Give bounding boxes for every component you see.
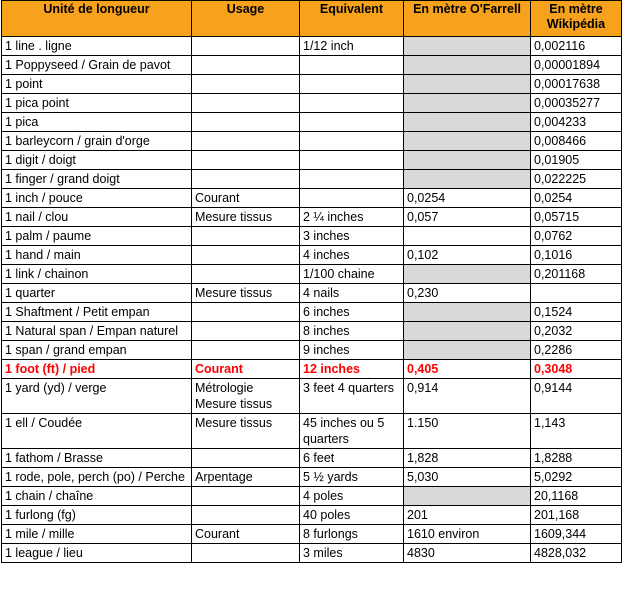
cell-usage: [192, 37, 300, 56]
table-row: [2, 544, 622, 563]
cell-wikipedia: 0,9144: [531, 379, 622, 414]
cell-equivalent: 4 poles: [300, 487, 404, 506]
cell-usage: [192, 544, 300, 563]
cell-wikipedia: 0,002116: [531, 37, 622, 56]
cell-equivalent: 4 nails: [300, 284, 404, 303]
table-row: [2, 506, 622, 525]
cell-wikipedia: 1609,344: [531, 525, 622, 544]
cell-equivalent: 3 feet 4 quarters: [300, 379, 404, 414]
cell-usage: Courant: [192, 525, 300, 544]
cell-unit: 1 nail / clou: [2, 208, 192, 227]
cell-unit: 1 chain / chaîne: [2, 487, 192, 506]
cell-equivalent: [300, 132, 404, 151]
cell-usage: [192, 341, 300, 360]
cell-wikipedia: 0,00001894: [531, 56, 622, 75]
cell-wikipedia: 20,1168: [531, 487, 622, 506]
cell-unit: 1 pica point: [2, 94, 192, 113]
table-row: [2, 449, 622, 468]
table-row: [2, 170, 622, 189]
cell-unit: 1 point: [2, 75, 192, 94]
cell-wikipedia: 0,0762: [531, 227, 622, 246]
cell-equivalent: 12 inches: [300, 360, 404, 379]
cell-equivalent: [300, 94, 404, 113]
table-row: [2, 227, 622, 246]
cell-usage: Mesure tissus: [192, 208, 300, 227]
cell-unit: 1 Poppyseed / Grain de pavot: [2, 56, 192, 75]
cell-unit: 1 mile / mille: [2, 525, 192, 544]
cell-unit: 1 hand / main: [2, 246, 192, 265]
cell-equivalent: [300, 170, 404, 189]
header-row: [2, 1, 622, 37]
cell-wikipedia: 0,01905: [531, 151, 622, 170]
cell-unit: 1 pica: [2, 113, 192, 132]
cell-equivalent: 40 poles: [300, 506, 404, 525]
cell-wikipedia: 1,8288: [531, 449, 622, 468]
cell-usage: [192, 170, 300, 189]
cell-ofarrell: [404, 170, 531, 189]
cell-ofarrell: [404, 113, 531, 132]
table-row: [2, 414, 622, 449]
cell-ofarrell: [404, 487, 531, 506]
cell-usage: Métrologie Mesure tissus: [192, 379, 300, 414]
table-row: [2, 468, 622, 487]
table-row: [2, 303, 622, 322]
cell-equivalent: [300, 151, 404, 170]
table-row: [2, 360, 622, 379]
cell-ofarrell: [404, 132, 531, 151]
cell-equivalent: 45 inches ou 5 quarters: [300, 414, 404, 449]
table-row: [2, 322, 622, 341]
cell-wikipedia: 0,1016: [531, 246, 622, 265]
table-row: [2, 341, 622, 360]
cell-unit: 1 fathom / Brasse: [2, 449, 192, 468]
cell-unit: 1 quarter: [2, 284, 192, 303]
cell-ofarrell: [404, 265, 531, 284]
table-row: [2, 284, 622, 303]
cell-ofarrell: [404, 75, 531, 94]
cell-wikipedia: 0,022225: [531, 170, 622, 189]
cell-wikipedia: 0,004233: [531, 113, 622, 132]
cell-unit: 1 digit / doigt: [2, 151, 192, 170]
cell-wikipedia: 5,0292: [531, 468, 622, 487]
cell-equivalent: 2 ¼ inches: [300, 208, 404, 227]
table-row: [2, 379, 622, 414]
cell-ofarrell: [404, 151, 531, 170]
cell-equivalent: [300, 75, 404, 94]
cell-unit: 1 rode, pole, perch (po) / Perche: [2, 468, 192, 487]
cell-wikipedia: 0,2286: [531, 341, 622, 360]
cell-ofarrell: 1,828: [404, 449, 531, 468]
cell-ofarrell: 0,914: [404, 379, 531, 414]
cell-ofarrell: [404, 227, 531, 246]
cell-equivalent: 6 feet: [300, 449, 404, 468]
cell-equivalent: [300, 113, 404, 132]
table-row: [2, 208, 622, 227]
cell-ofarrell: 0,230: [404, 284, 531, 303]
cell-equivalent: 5 ½ yards: [300, 468, 404, 487]
cell-wikipedia: 0,00017638: [531, 75, 622, 94]
cell-usage: Mesure tissus: [192, 284, 300, 303]
cell-equivalent: 9 inches: [300, 341, 404, 360]
cell-ofarrell: 0,057: [404, 208, 531, 227]
cell-usage: Courant: [192, 360, 300, 379]
cell-ofarrell: [404, 303, 531, 322]
header-unit: Unité de longueur: [2, 1, 192, 37]
cell-wikipedia: 0,201168: [531, 265, 622, 284]
cell-equivalent: 6 inches: [300, 303, 404, 322]
cell-usage: [192, 506, 300, 525]
cell-ofarrell: [404, 94, 531, 113]
cell-unit: 1 span / grand empan: [2, 341, 192, 360]
cell-equivalent: 4 inches: [300, 246, 404, 265]
cell-unit: 1 barleycorn / grain d'orge: [2, 132, 192, 151]
header-wikipedia: En mètre Wikipédia: [531, 1, 622, 37]
cell-usage: Arpentage: [192, 468, 300, 487]
cell-usage: [192, 75, 300, 94]
cell-usage: Courant: [192, 189, 300, 208]
cell-equivalent: [300, 189, 404, 208]
cell-unit: 1 palm / paume: [2, 227, 192, 246]
cell-wikipedia: 0,008466: [531, 132, 622, 151]
cell-usage: [192, 303, 300, 322]
cell-usage: [192, 322, 300, 341]
cell-ofarrell: [404, 56, 531, 75]
cell-wikipedia: [531, 284, 622, 303]
cell-wikipedia: 0,3048: [531, 360, 622, 379]
cell-ofarrell: [404, 37, 531, 56]
units-table: [1, 0, 622, 563]
cell-ofarrell: [404, 322, 531, 341]
cell-ofarrell: 1.150: [404, 414, 531, 449]
cell-wikipedia: 0,1524: [531, 303, 622, 322]
cell-equivalent: 8 inches: [300, 322, 404, 341]
cell-unit: 1 league / lieu: [2, 544, 192, 563]
table-row: [2, 75, 622, 94]
table-row: [2, 246, 622, 265]
table-row: [2, 94, 622, 113]
cell-unit: 1 yard (yd) / verge: [2, 379, 192, 414]
header-equivalent: Equivalent: [300, 1, 404, 37]
cell-ofarrell: 201: [404, 506, 531, 525]
header-usage: Usage: [192, 1, 300, 37]
cell-unit: 1 inch / pouce: [2, 189, 192, 208]
cell-usage: [192, 113, 300, 132]
cell-ofarrell: 0,405: [404, 360, 531, 379]
cell-equivalent: 8 furlongs: [300, 525, 404, 544]
cell-wikipedia: 4828,032: [531, 544, 622, 563]
cell-unit: 1 ell / Coudée: [2, 414, 192, 449]
cell-equivalent: 1/12 inch: [300, 37, 404, 56]
cell-wikipedia: 0,2032: [531, 322, 622, 341]
cell-usage: [192, 487, 300, 506]
cell-usage: [192, 132, 300, 151]
table-row: [2, 37, 622, 56]
cell-ofarrell: 4830: [404, 544, 531, 563]
cell-ofarrell: 0,0254: [404, 189, 531, 208]
cell-ofarrell: 0,102: [404, 246, 531, 265]
cell-unit: 1 Natural span / Empan naturel: [2, 322, 192, 341]
cell-usage: [192, 449, 300, 468]
table-row: [2, 113, 622, 132]
cell-wikipedia: 1,143: [531, 414, 622, 449]
cell-unit: 1 line . ligne: [2, 37, 192, 56]
cell-usage: [192, 56, 300, 75]
cell-usage: Mesure tissus: [192, 414, 300, 449]
cell-unit: 1 Shaftment / Petit empan: [2, 303, 192, 322]
table-row: [2, 265, 622, 284]
table-row: [2, 151, 622, 170]
cell-equivalent: 3 miles: [300, 544, 404, 563]
table-row: [2, 487, 622, 506]
table-row: [2, 525, 622, 544]
table-row: [2, 132, 622, 151]
cell-wikipedia: 0,00035277: [531, 94, 622, 113]
cell-unit: 1 finger / grand doigt: [2, 170, 192, 189]
cell-usage: [192, 227, 300, 246]
cell-equivalent: 1/100 chaine: [300, 265, 404, 284]
table-row: [2, 189, 622, 208]
cell-ofarrell: 1610 environ: [404, 525, 531, 544]
cell-unit: 1 furlong (fg): [2, 506, 192, 525]
cell-usage: [192, 151, 300, 170]
cell-unit: 1 foot (ft) / pied: [2, 360, 192, 379]
cell-usage: [192, 265, 300, 284]
cell-usage: [192, 94, 300, 113]
cell-equivalent: 3 inches: [300, 227, 404, 246]
cell-wikipedia: 0,05715: [531, 208, 622, 227]
cell-wikipedia: 201,168: [531, 506, 622, 525]
header-ofarrell: En mètre O'Farrell: [404, 1, 531, 37]
cell-ofarrell: 5,030: [404, 468, 531, 487]
cell-usage: [192, 246, 300, 265]
cell-wikipedia: 0,0254: [531, 189, 622, 208]
cell-equivalent: [300, 56, 404, 75]
table-row: [2, 56, 622, 75]
cell-unit: 1 link / chainon: [2, 265, 192, 284]
cell-ofarrell: [404, 341, 531, 360]
